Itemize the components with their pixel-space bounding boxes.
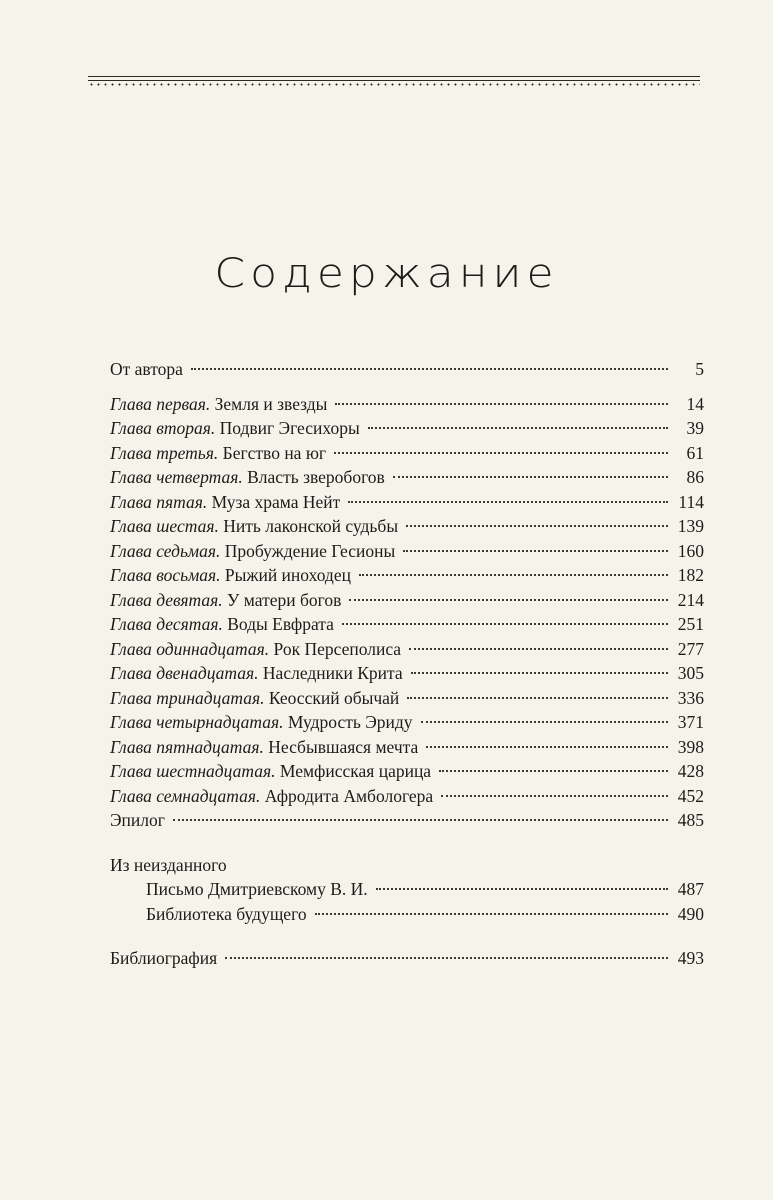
chapter-number: Глава семнадцатая. <box>110 785 261 806</box>
chapter-number: Глава восьмая. <box>110 565 221 585</box>
entry-title: Эпилог <box>110 810 165 830</box>
chapter-title: У матери богов <box>227 589 342 610</box>
dot-leader <box>173 819 668 821</box>
dot-leader <box>335 403 668 405</box>
toc-entry-chapter <box>110 784 704 809</box>
page-number: 139 <box>677 516 704 536</box>
dot-leader <box>441 795 668 797</box>
toc-entry-chapter <box>110 637 704 662</box>
chapter-title: Бегство на юг <box>222 442 327 463</box>
toc-entry-chapter <box>110 759 704 784</box>
table-of-contents <box>110 357 704 971</box>
toc-entry-chapter <box>110 539 704 564</box>
dot-leader <box>403 550 668 552</box>
toc-entry-chapter <box>110 490 704 515</box>
dot-leader <box>409 648 668 650</box>
page-number: 452 <box>677 785 704 806</box>
chapter-title: Рок Персеполиса <box>273 638 402 659</box>
chapter-title: Земля и звезды <box>214 393 328 414</box>
dot-leader <box>342 623 668 625</box>
toc-entry-chapter <box>110 465 704 490</box>
page-number: 428 <box>677 761 704 781</box>
chapter-number: Глава четырнадцатая. <box>110 712 284 732</box>
chapter-number: Глава седьмая. <box>110 540 221 561</box>
page-number: 251 <box>677 614 704 634</box>
top-rule <box>88 76 700 86</box>
dot-leader <box>411 672 668 674</box>
page-number: 336 <box>677 687 704 708</box>
section-title: Из неизданного <box>110 854 227 875</box>
entry-title: Библиография <box>110 948 218 968</box>
page-number: 182 <box>677 565 704 585</box>
chapter-number: Глава девятая. <box>110 589 223 610</box>
dot-leader <box>376 888 668 890</box>
rule-dotted-line <box>88 83 700 86</box>
entry-title: Библиотека будущего <box>146 903 307 924</box>
chapter-number: Глава шестнадцатая. <box>110 761 276 781</box>
rule-line <box>88 76 700 77</box>
toc-entry-chapter <box>110 392 704 417</box>
dot-leader <box>406 525 668 527</box>
toc-entry-chapter <box>110 735 704 760</box>
chapter-title: Наследники Крита <box>262 663 403 683</box>
chapter-number: Глава четвертая. <box>110 467 243 487</box>
page-number: 214 <box>677 589 704 610</box>
chapter-title: Кеосский обычай <box>268 687 400 708</box>
chapter-number: Глава одиннадцатая. <box>110 638 270 659</box>
dot-leader <box>359 574 668 576</box>
toc-entry-author <box>110 357 704 382</box>
dot-leader <box>368 427 668 429</box>
page-number: 371 <box>677 712 704 732</box>
chapter-title: Несбывшаяся мечта <box>268 736 419 757</box>
dot-leader <box>225 957 668 959</box>
page-number: 5 <box>695 359 704 379</box>
toc-entry-chapter <box>110 612 704 637</box>
page-number: 305 <box>677 663 704 683</box>
rule-line <box>88 80 700 81</box>
entry-title: От автора <box>110 359 183 379</box>
page-number: 14 <box>686 393 704 414</box>
chapter-number: Глава тринадцатая. <box>110 687 265 708</box>
page-number: 485 <box>677 810 704 830</box>
chapter-number: Глава шестая. <box>110 516 219 536</box>
entry-title: Письмо Дмитриевскому В. И. <box>146 879 368 899</box>
chapter-number: Глава пятнадцатая. <box>110 736 264 757</box>
toc-entry-chapter <box>110 686 704 711</box>
dot-leader <box>421 721 668 723</box>
dot-leader <box>349 599 668 601</box>
chapter-title: Муза храма Нейт <box>211 491 341 512</box>
chapter-number: Глава третья. <box>110 442 219 463</box>
chapter-title: Власть зверобогов <box>247 467 385 487</box>
chapter-title: Пробуждение Гесионы <box>224 540 396 561</box>
chapter-title: Мудрость Эриду <box>287 712 413 732</box>
toc-section-unpublished <box>110 853 704 878</box>
page-number: 487 <box>677 879 704 899</box>
chapter-number: Глава пятая. <box>110 491 208 512</box>
toc-entry-letter <box>110 877 704 902</box>
chapter-title: Рыжий иноходец <box>224 565 351 585</box>
toc-entry-library <box>110 902 704 927</box>
dot-leader <box>393 476 668 478</box>
dot-leader <box>334 452 668 454</box>
page-number: 493 <box>677 948 704 968</box>
dot-leader <box>191 368 668 370</box>
page-number: 277 <box>677 638 704 659</box>
toc-entry-chapter <box>110 563 704 588</box>
toc-entry-bibliography <box>110 946 704 971</box>
chapter-number: Глава двенадцатая. <box>110 663 259 683</box>
toc-entry-chapter <box>110 441 704 466</box>
page-title: Содержание <box>214 250 559 297</box>
chapter-number: Глава первая. <box>110 393 211 414</box>
dot-leader <box>439 770 668 772</box>
page-number: 114 <box>678 491 704 512</box>
chapter-title: Нить лаконской судьбы <box>223 516 399 536</box>
page-number: 61 <box>686 442 704 463</box>
page-number: 86 <box>686 467 704 487</box>
toc-entry-chapter <box>110 514 704 539</box>
dot-leader <box>315 913 668 915</box>
toc-entry-chapter <box>110 710 704 735</box>
chapter-title: Мемфисская царица <box>279 761 432 781</box>
toc-entry-chapter <box>110 661 704 686</box>
page-number: 160 <box>677 540 704 561</box>
toc-entry-epilogue <box>110 808 704 833</box>
toc-entry-chapter <box>110 416 704 441</box>
dot-leader <box>348 501 668 503</box>
chapter-title: Воды Евфрата <box>227 614 334 634</box>
page-number: 398 <box>677 736 704 757</box>
chapter-title: Подвиг Эгесихоры <box>219 418 360 438</box>
chapter-title: Афродита Амбологера <box>264 785 434 806</box>
page-number: 490 <box>677 903 704 924</box>
dot-leader <box>426 746 668 748</box>
chapter-number: Глава десятая. <box>110 614 223 634</box>
toc-entry-chapter <box>110 588 704 613</box>
dot-leader <box>407 697 668 699</box>
page-number: 39 <box>686 418 704 438</box>
chapter-number: Глава вторая. <box>110 418 216 438</box>
